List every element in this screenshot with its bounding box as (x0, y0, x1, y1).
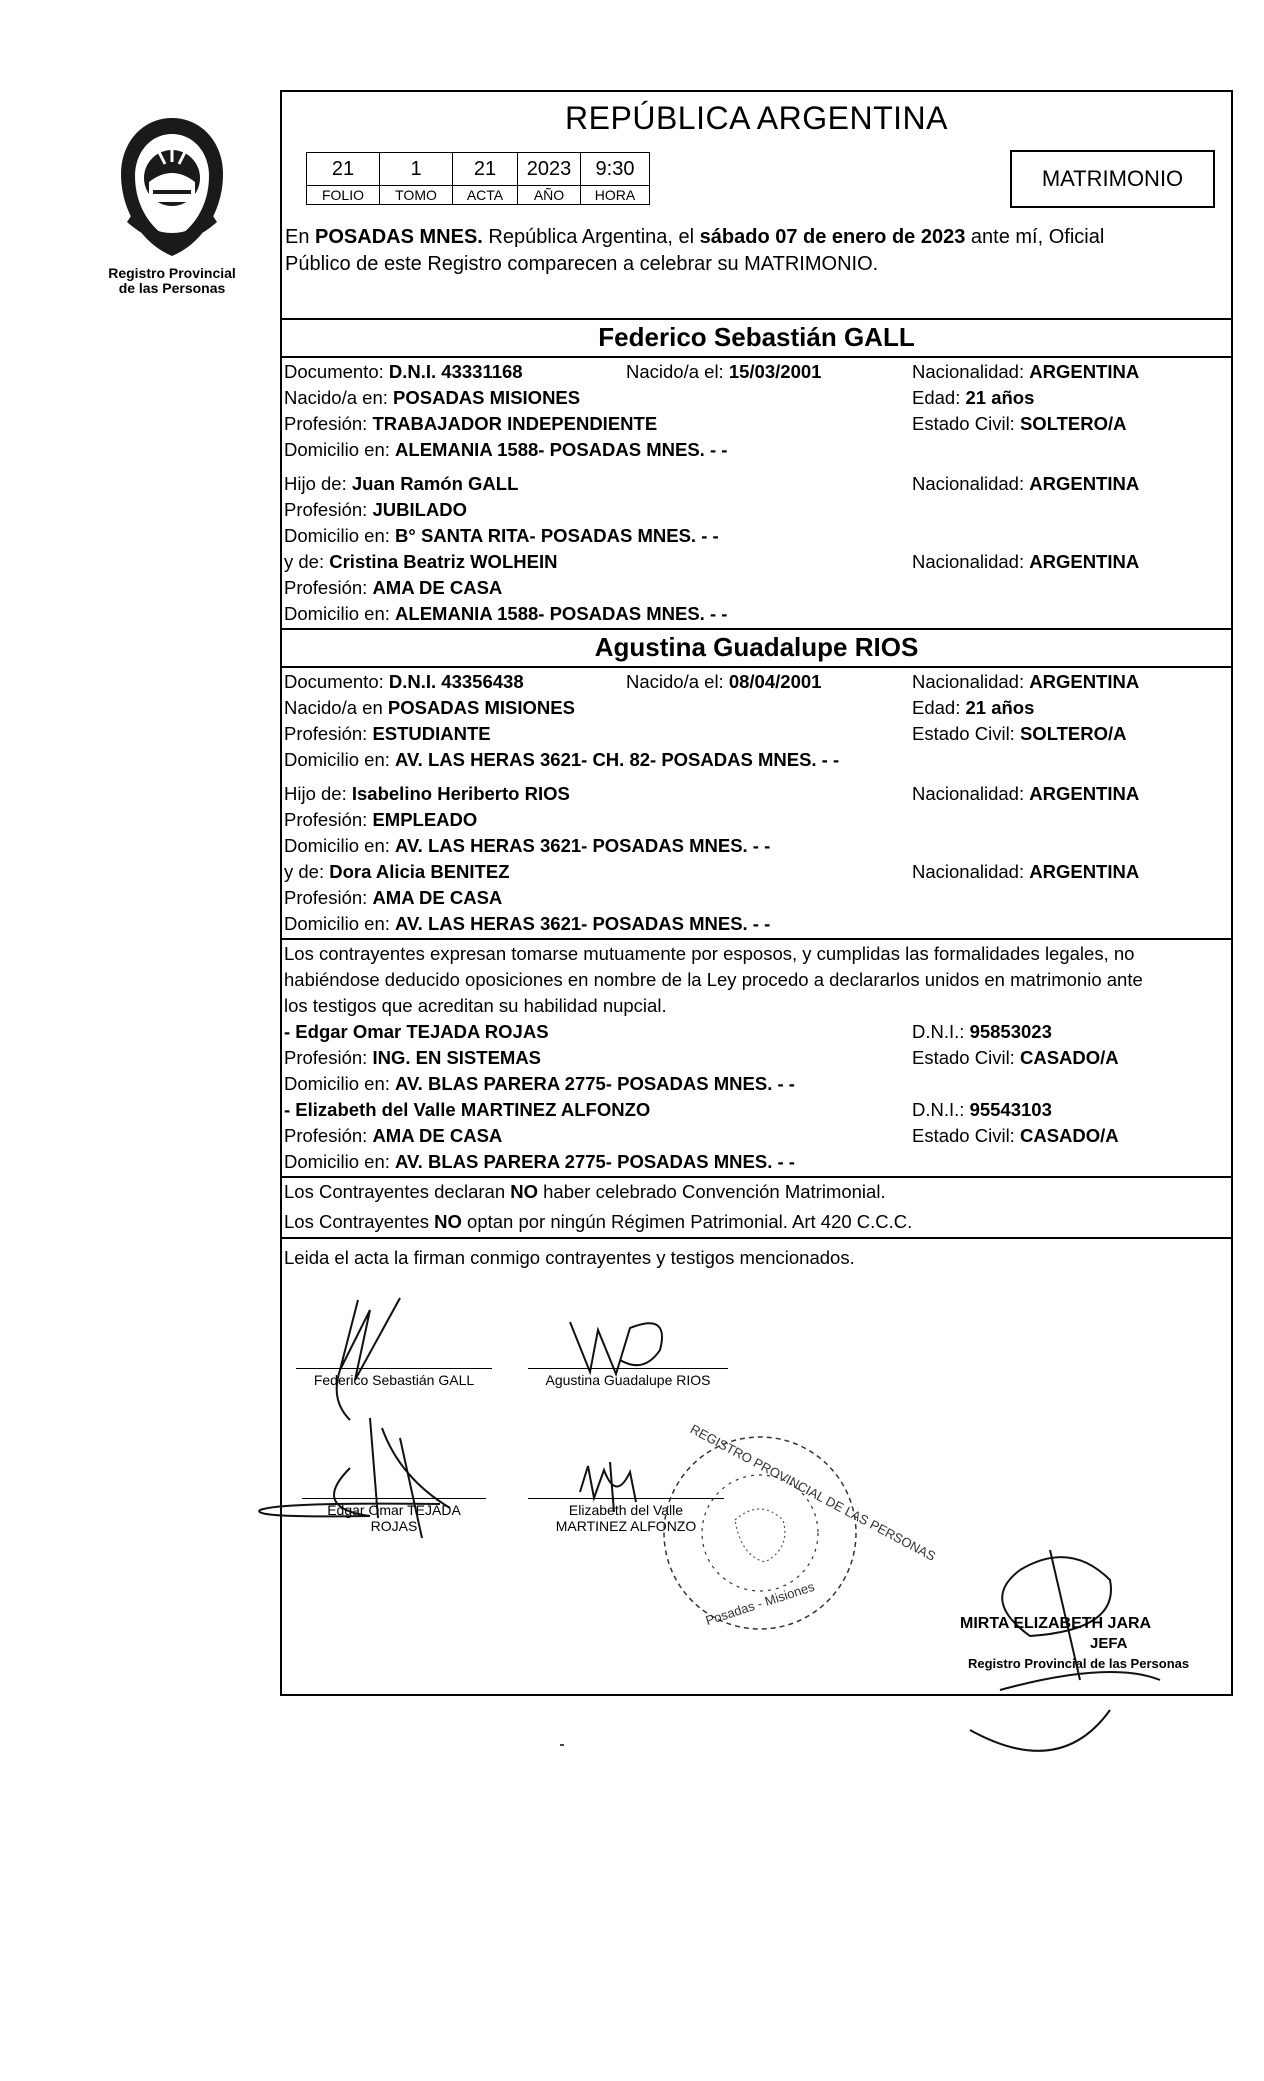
stamp-ring-text: REGISTRO PROVINCIAL DE LAS PERSONAS (687, 1421, 939, 1564)
acta-label: ACTA (453, 186, 518, 205)
divider (280, 1237, 1233, 1239)
groom-mother-profession: Profesión: AMA DE CASA (284, 577, 503, 598)
groom-signature-caption: Federico Sebastián GALL (313, 1372, 475, 1388)
bride-father-address: Domicilio en: AV. LAS HERAS 3621- POSADAS MNES. - - (284, 835, 771, 856)
witness-1-caption-line2: ROJAS (370, 1518, 418, 1534)
groom-document: Documento: D.N.I. 43331168 (284, 361, 523, 382)
groom-mother-nationality: Nacionalidad: ARGENTINA (912, 551, 1140, 572)
intro-line-1: En POSADAS MNES. República Argentina, el sábado 07 de enero de 2023 ante mí, Oficial (285, 226, 1105, 248)
province-seal-icon (113, 112, 231, 262)
stamp-bottom-text: Posadas - Misiones (703, 1578, 817, 1629)
witness-1-civil-status: Estado Civil: CASADO/A (912, 1047, 1119, 1068)
declaration-line-2: habiéndose deducido oposiciones en nombre de la Ley procedo a declararlos unidos en matrimonio ante (284, 969, 1143, 990)
witness-2-address: Domicilio en: AV. BLAS PARERA 2775- POSADAS MNES. - - (284, 1151, 795, 1172)
record-type-box: MATRIMONIO (1010, 150, 1215, 208)
bride-mother-address: Domicilio en: AV. LAS HERAS 3621- POSADAS MNES. - - (284, 913, 771, 934)
divider (280, 938, 1233, 940)
groom-birthplace: Nacido/a en: POSADAS MISIONES (284, 387, 581, 408)
groom-mother-address: Domicilio en: ALEMANIA 1588- POSADAS MNES. - - (284, 603, 728, 624)
folio-value: 21 (307, 153, 380, 186)
anio-label: AÑO (518, 186, 581, 205)
acta-value: 21 (453, 153, 518, 186)
bride-document: Documento: D.N.I. 43356438 (284, 671, 524, 692)
bride-address: Domicilio en: AV. LAS HERAS 3621- CH. 82- POSADAS MNES. - - (284, 749, 840, 770)
officer-signature-icon (960, 1540, 1200, 1760)
officer-name: MIRTA ELIZABETH JARA (960, 1615, 1152, 1632)
intro-line-2: Público de este Registro comparecen a celebrar su MATRIMONIO. (285, 253, 879, 275)
tomo-value: 1 (380, 153, 453, 186)
witness-1-signature-line (302, 1498, 486, 1499)
groom-mother: y de: Cristina Beatriz WOLHEIN (284, 551, 558, 572)
bride-age: Edad: 21 años (912, 697, 1035, 718)
groom-age: Edad: 21 años (912, 387, 1035, 408)
divider (280, 356, 1233, 358)
bride-profession: Profesión: ESTUDIANTE (284, 723, 491, 744)
page-title: REPÚBLICA ARGENTINA (565, 100, 948, 136)
groom-nationality: Nacionalidad: ARGENTINA (912, 361, 1140, 382)
logo-caption-line2: de las Personas (118, 280, 226, 296)
bride-father: Hijo de: Isabelino Heriberto RIOS (284, 783, 570, 804)
hora-value: 9:30 (581, 153, 650, 186)
witness-2-profession: Profesión: AMA DE CASA (284, 1125, 503, 1146)
bride-nationality: Nacionalidad: ARGENTINA (912, 671, 1140, 692)
bride-birthdate: Nacido/a el: 08/04/2001 (626, 671, 822, 692)
witness-2-caption-line1: Elizabeth del Valle (568, 1502, 684, 1518)
witness-1-dni: D.N.I.: 95853023 (912, 1021, 1052, 1042)
witness-2-civil-status: Estado Civil: CASADO/A (912, 1125, 1119, 1146)
groom-profession: Profesión: TRABAJADOR INDEPENDIENTE (284, 413, 658, 434)
hora-label: HORA (581, 186, 650, 205)
witness-1-profession: Profesión: ING. EN SISTEMAS (284, 1047, 542, 1068)
bride-civil-status: Estado Civil: SOLTERO/A (912, 723, 1127, 744)
bride-name-heading: Agustina Guadalupe RIOS (594, 632, 919, 662)
bride-mother: y de: Dora Alicia BENITEZ (284, 861, 510, 882)
witness-1-caption-line1: Edgar Omar TEJADA (327, 1502, 461, 1518)
divider (280, 628, 1233, 630)
bride-mother-profession: Profesión: AMA DE CASA (284, 887, 503, 908)
groom-father-address: Domicilio en: B° SANTA RITA- POSADAS MNES. - - (284, 525, 719, 546)
bride-father-profession: Profesión: EMPLEADO (284, 809, 478, 830)
groom-father-nationality: Nacionalidad: ARGENTINA (912, 473, 1140, 494)
regime-line-2: Los Contrayentes NO optan por ningún Régimen Patrimonial. Art 420 C.C.C. (284, 1211, 913, 1232)
stray-mark (560, 1744, 564, 1746)
intro-date: sábado 07 de enero de 2023 (699, 226, 966, 248)
divider (280, 666, 1233, 668)
bride-mother-nationality: Nacionalidad: ARGENTINA (912, 861, 1140, 882)
bride-birthplace: Nacido/a en POSADAS MISIONES (284, 697, 575, 718)
groom-father-profession: Profesión: JUBILADO (284, 499, 467, 520)
bride-signature-caption: Agustina Guadalupe RIOS (545, 1372, 711, 1388)
officer-office: Registro Provincial de las Personas (968, 1656, 1190, 1671)
officer-title: JEFA (1090, 1635, 1128, 1652)
witness-1-address: Domicilio en: AV. BLAS PARERA 2775- POSADAS MNES. - - (284, 1073, 795, 1094)
tomo-label: TOMO (380, 186, 453, 205)
registry-logo (92, 112, 252, 296)
groom-father: Hijo de: Juan Ramón GALL (284, 473, 519, 494)
declaration-line-3: los testigos que acreditan su habilidad nupcial. (284, 995, 667, 1016)
groom-signature-line (296, 1368, 492, 1369)
divider (280, 1176, 1233, 1178)
closing-text: Leida el acta la firman conmigo contrayentes y testigos mencionados. (284, 1247, 855, 1268)
witness-2-name: - Elizabeth del Valle MARTINEZ ALFONZO (284, 1099, 651, 1120)
divider (280, 318, 1233, 320)
logo-caption-line1: Registro Provincial (108, 265, 236, 281)
regime-line-1: Los Contrayentes declaran NO haber celebrado Convención Matrimonial. (284, 1181, 886, 1202)
intro-place: POSADAS MNES. (315, 226, 483, 248)
witness-1-name: - Edgar Omar TEJADA ROJAS (284, 1021, 549, 1042)
groom-address: Domicilio en: ALEMANIA 1588- POSADAS MNES. - - (284, 439, 728, 460)
bride-signature-line (528, 1368, 728, 1369)
declaration-line-1: Los contrayentes expresan tomarse mutuamente por esposos, y cumplidas las formalidades legales, no (284, 943, 1135, 964)
groom-name-heading: Federico Sebastián GALL (598, 322, 915, 352)
groom-birthdate: Nacido/a el: 15/03/2001 (626, 361, 822, 382)
bride-father-nationality: Nacionalidad: ARGENTINA (912, 783, 1140, 804)
reference-table (306, 152, 650, 205)
witness-2-dni: D.N.I.: 95543103 (912, 1099, 1052, 1120)
groom-civil-status: Estado Civil: SOLTERO/A (912, 413, 1127, 434)
folio-label: FOLIO (307, 186, 380, 205)
anio-value: 2023 (518, 153, 581, 186)
witness-2-caption-line2: MARTINEZ ALFONZO (555, 1518, 697, 1534)
